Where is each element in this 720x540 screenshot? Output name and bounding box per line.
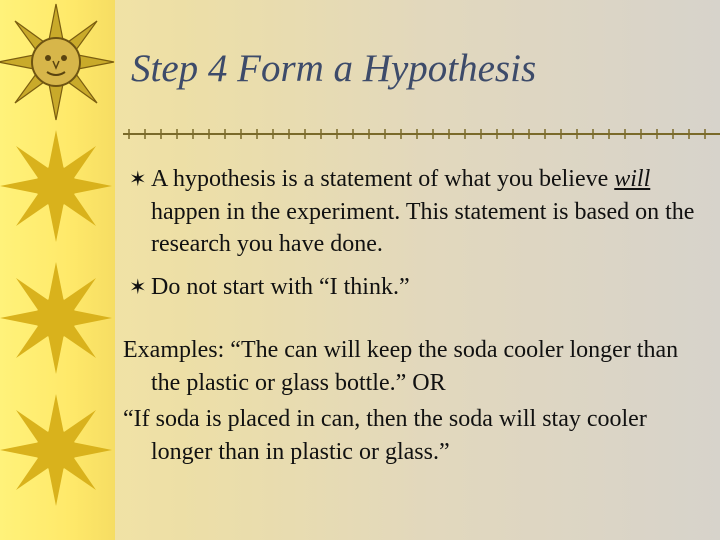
example-paragraph: Examples: “The can will keep the soda cooler longer than the plastic or glass bottle.” OR xyxy=(123,337,679,396)
examples-block xyxy=(123,334,713,472)
sunburst-icon xyxy=(0,262,112,374)
example-paragraph: “If soda is placed in can, then the soda will stay cooler longer than in plastic or glass.” xyxy=(123,406,647,465)
bullet-list xyxy=(131,163,711,313)
bullet-item xyxy=(131,163,711,261)
bullet-text: Do not start with “I think.” xyxy=(151,273,410,300)
sun-face-icon xyxy=(0,4,114,120)
star-bullet-icon: ✶ xyxy=(129,274,147,299)
sunburst-column xyxy=(0,0,115,540)
slide-title: Step 4 Form a Hypothesis xyxy=(131,47,537,90)
bullet-text: happen in the experiment. This statement is based on the research you have done. xyxy=(151,198,695,257)
title-divider xyxy=(123,128,720,140)
bullet-item xyxy=(131,271,711,304)
emphasized-word: will xyxy=(614,166,651,192)
sunburst-icon xyxy=(0,394,112,506)
sunburst-icon xyxy=(0,130,112,242)
left-decorative-strip xyxy=(0,0,115,540)
bullet-text: A hypothesis is a statement of what you believe xyxy=(151,166,615,192)
star-bullet-icon: ✶ xyxy=(129,167,147,191)
